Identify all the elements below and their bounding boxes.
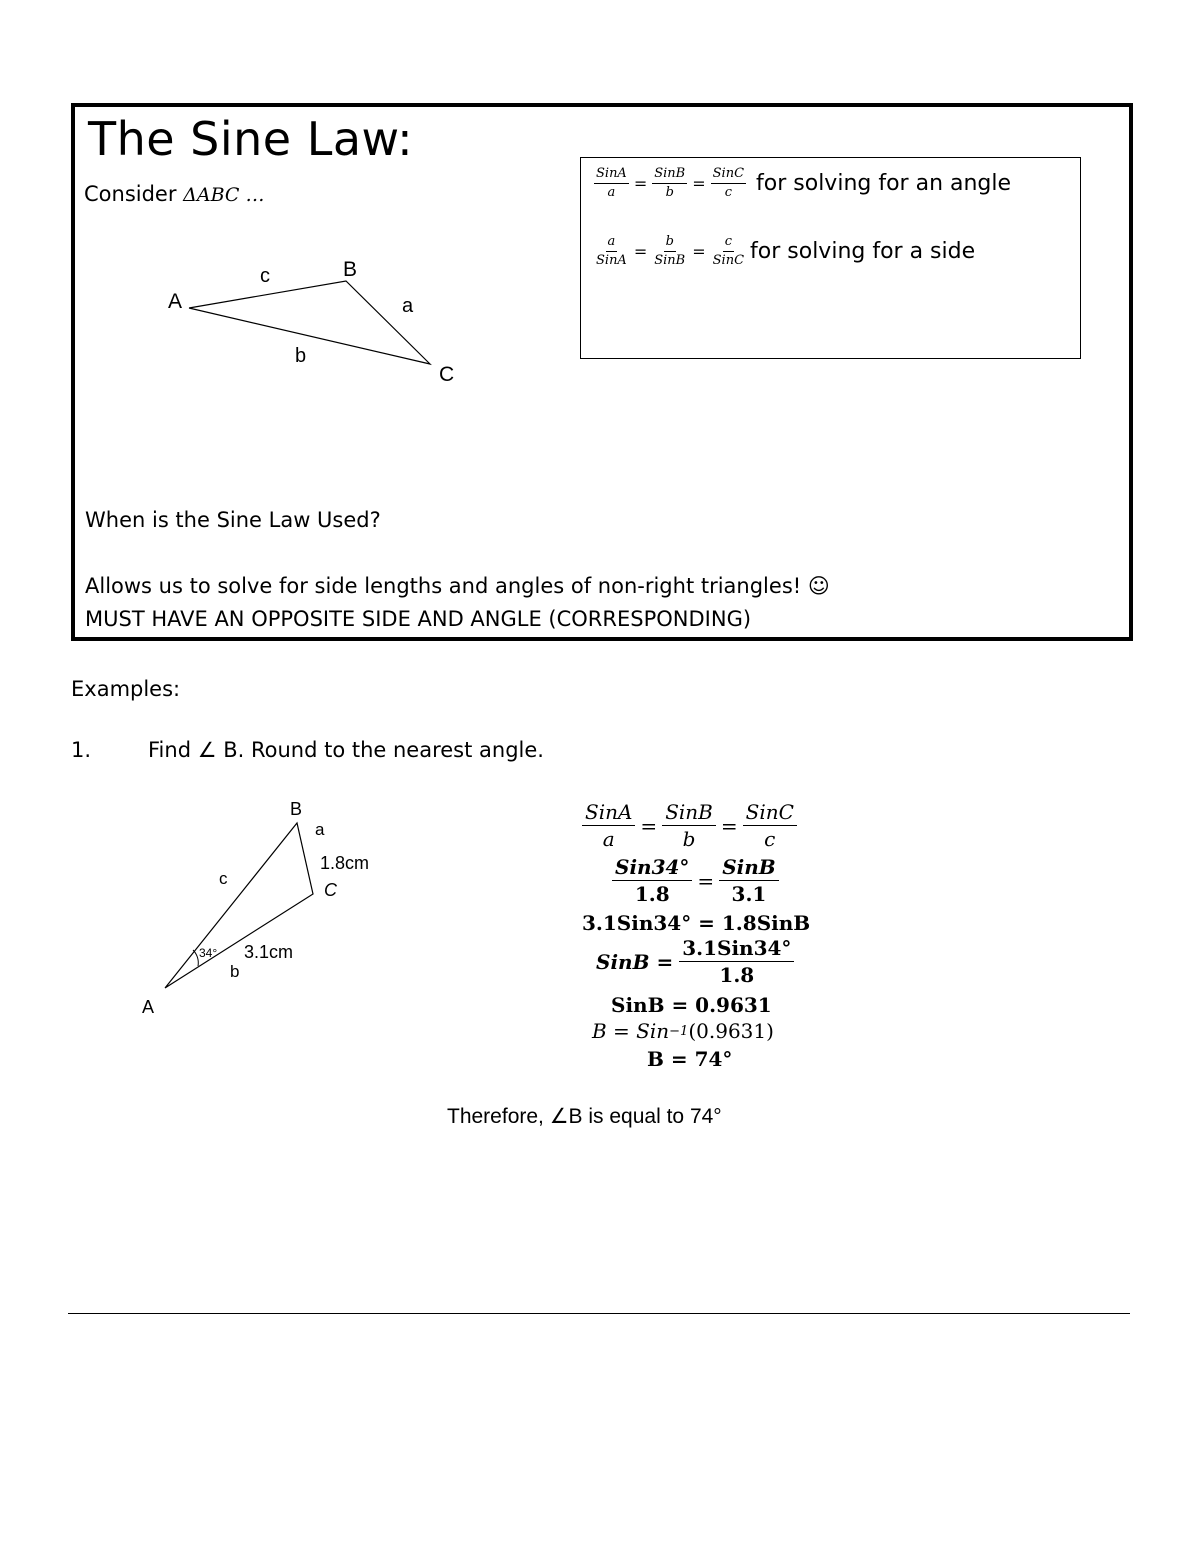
fraction-a-sina: $\frac{a}{\text{SinA}}$ xyxy=(596,234,627,269)
usage-question: When is the Sine Law Used? xyxy=(85,508,381,532)
ex-vertex-c-label: C xyxy=(324,880,337,900)
usage-answer: Allows us to solve for side lengths and angles of non-right triangles! ☺ xyxy=(85,574,830,598)
ex-side-b-label: b xyxy=(230,962,240,981)
fraction-b-sinb: $\frac{b}{\text{SinB}}$ xyxy=(654,234,686,269)
triangle-abc-diagram xyxy=(160,250,480,395)
consider-prefix: Consider xyxy=(84,182,177,206)
solution-line-6: B = Sin −1 (0.9631) xyxy=(592,1019,774,1043)
solution-line-5: SinB = 0.9631 xyxy=(611,993,772,1017)
triangle-abc-outline xyxy=(189,281,430,364)
conclusion-text: Therefore, ∠B is equal to 74° xyxy=(447,1105,722,1128)
side-a-label: a xyxy=(402,295,414,317)
fraction-sinb-b: $\frac{\text{SinB}}{b}$ xyxy=(654,166,686,201)
side-c-label: c xyxy=(260,265,270,287)
vertex-b-label: B xyxy=(343,258,358,281)
ex-length-b-label: 3.1cm xyxy=(244,942,294,962)
fraction-sinc-c: $\frac{\text{SinC}}{c}$ xyxy=(712,166,745,201)
ex-side-a-label: a xyxy=(315,820,325,839)
ex-side-c-label: c xyxy=(219,869,228,888)
ex-angle-a-label: 34° xyxy=(199,946,218,960)
solution-line-3: 3.1Sin34° = 1.8SinB xyxy=(582,911,811,935)
example-prompt: Find ∠ B. Round to the nearest angle. xyxy=(148,738,544,762)
usage-requirement: MUST HAVE AN OPPOSITE SIDE AND ANGLE (CORRESPONDING) xyxy=(85,607,752,631)
solution-line-2: $\frac{\text{Sin34°}}{1.8}$ = $\frac{\text{SinB}}{3.1}$ xyxy=(612,855,779,906)
page-title: The Sine Law: xyxy=(88,112,414,166)
example-triangle-diagram xyxy=(130,790,390,1025)
formula-box xyxy=(580,157,1081,359)
angle-formula: $\frac{\text{SinA}}{a}$ = $\frac{\text{SinB}}{b}$ = $\frac{\text{SinC}}{c}$ for solving for an angle xyxy=(596,166,1012,201)
side-b-label: b xyxy=(295,345,307,367)
side-formula-label: for solving for a side xyxy=(750,239,976,265)
examples-heading: Examples: xyxy=(71,677,181,701)
solution-line-1: $\frac{\text{SinA}}{a}$ = $\frac{\text{SinB}}{b}$ = $\frac{\text{SinC}}{c}$ xyxy=(582,800,797,851)
example-number: 1. xyxy=(71,738,92,762)
vertex-c-label: C xyxy=(439,363,455,386)
fraction-c-sinc: $\frac{c}{\text{SinC}}$ xyxy=(712,234,745,269)
ex-length-a-label: 1.8cm xyxy=(320,853,370,873)
vertex-a-label: A xyxy=(168,290,183,313)
solution-line-4: SinB = $\frac{\text{3.1Sin34°}}{1.8}$ xyxy=(596,936,794,987)
ex-vertex-a-label: A xyxy=(142,997,155,1017)
consider-triangle: ΔABC … xyxy=(183,184,265,206)
angle-formula-label: for solving for an angle xyxy=(756,171,1012,197)
ex-vertex-b-label: B xyxy=(290,799,303,819)
page-divider xyxy=(68,1313,1130,1314)
fraction-sina-a: $\frac{\text{SinA}}{a}$ xyxy=(596,166,627,201)
solution-line-7: B = 74° xyxy=(647,1047,733,1071)
consider-line xyxy=(84,182,265,206)
side-formula: $\frac{a}{\text{SinA}}$ = $\frac{b}{\text{SinB}}$ = $\frac{c}{\text{SinC}}$ for solving for a side xyxy=(596,234,976,269)
